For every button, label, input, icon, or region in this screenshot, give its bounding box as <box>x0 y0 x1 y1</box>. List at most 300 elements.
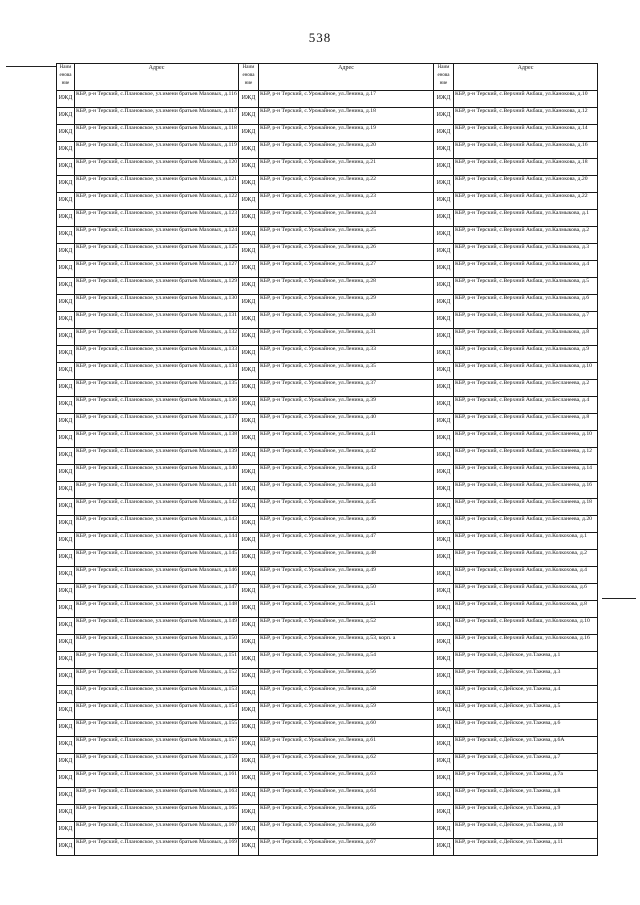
object-type-cell: ИЖД <box>434 108 454 125</box>
table-row <box>57 601 598 618</box>
table-row <box>57 703 598 720</box>
object-type-cell: ИЖД <box>57 584 75 601</box>
table-header-row <box>57 64 598 91</box>
table-row <box>57 499 598 516</box>
address-cell: КБР, р-н Терский, с.Верхний Акбаш, ул.Калмыкова, д.4 <box>454 261 598 278</box>
address-cell: КБР, р-н Терский, с.Плановское, ул.имени братьев Маховых, д.135 <box>75 380 239 397</box>
object-type-cell: ИЖД <box>434 499 454 516</box>
object-type-cell: ИЖД <box>57 618 75 635</box>
object-type-cell: ИЖД <box>57 125 75 142</box>
table-row <box>57 312 598 329</box>
address-cell: КБР, р-н Терский, с.Верхний Акбаш, ул.Колкохова, д.6 <box>454 584 598 601</box>
object-type-cell: ИЖД <box>239 686 259 703</box>
table-row <box>57 737 598 754</box>
object-type-cell: ИЖД <box>434 261 454 278</box>
table-row <box>57 720 598 737</box>
object-type-cell: ИЖД <box>434 227 454 244</box>
object-type-cell: ИЖД <box>57 652 75 669</box>
address-cell: КБР, р-н Терский, с.Верхний Акбаш, ул.Калмыкова, д.6 <box>454 295 598 312</box>
address-cell: КБР, р-н Терский, с.Верхний Акбаш, ул.Канокова, д.18 <box>454 159 598 176</box>
object-type-cell: ИЖД <box>239 431 259 448</box>
table-row <box>57 431 598 448</box>
object-type-cell: ИЖД <box>239 244 259 261</box>
header-address-col: Адрес <box>75 64 239 91</box>
table-row <box>57 822 598 839</box>
object-type-cell: ИЖД <box>434 482 454 499</box>
object-type-cell: ИЖД <box>57 91 75 108</box>
address-cell: КБР, р-н Терский, с.Верхний Акбаш, ул.Калмыкова, д.9 <box>454 346 598 363</box>
object-type-cell: ИЖД <box>239 227 259 244</box>
object-type-cell: ИЖД <box>239 261 259 278</box>
object-type-cell: ИЖД <box>434 618 454 635</box>
address-cell: КБР, р-н Терский, с.Дейское, ул.Тажева, д.5 <box>454 703 598 720</box>
object-type-cell: ИЖД <box>239 550 259 567</box>
address-cell: КБР, р-н Терский, с.Урожайное, ул.Ленина, д.40 <box>259 414 434 431</box>
table-row <box>57 567 598 584</box>
address-cell: КБР, р-н Терский, с.Урожайное, ул.Ленина, д.24 <box>259 210 434 227</box>
address-cell: КБР, р-н Терский, с.Плановское, ул.имени братьев Маховых, д.149 <box>75 618 239 635</box>
object-type-cell: ИЖД <box>239 584 259 601</box>
object-type-cell: ИЖД <box>434 431 454 448</box>
address-cell: КБР, р-н Терский, с.Плановское, ул.имени братьев Маховых, д.122 <box>75 193 239 210</box>
address-cell: КБР, р-н Терский, с.Верхний Акбаш, ул.Канокова, д.22 <box>454 193 598 210</box>
table-row <box>57 91 598 108</box>
object-type-cell: ИЖД <box>434 652 454 669</box>
object-type-cell: ИЖД <box>57 550 75 567</box>
address-cell: КБР, р-н Терский, с.Плановское, ул.имени братьев Маховых, д.133 <box>75 346 239 363</box>
address-cell: КБР, р-н Терский, с.Урожайное, ул.Ленина, д.35 <box>259 363 434 380</box>
address-cell: КБР, р-н Терский, с.Плановское, ул.имени братьев Маховых, д.145 <box>75 550 239 567</box>
object-type-cell: ИЖД <box>239 329 259 346</box>
object-type-cell: ИЖД <box>239 805 259 822</box>
object-type-cell: ИЖД <box>434 244 454 261</box>
object-type-cell: ИЖД <box>57 839 75 856</box>
object-type-cell: ИЖД <box>434 176 454 193</box>
address-cell: КБР, р-н Терский, с.Плановское, ул.имени братьев Маховых, д.146 <box>75 567 239 584</box>
object-type-cell: ИЖД <box>57 431 75 448</box>
object-type-cell: ИЖД <box>239 176 259 193</box>
address-cell: КБР, р-н Терский, с.Плановское, ул.имени братьев Маховых, д.147 <box>75 584 239 601</box>
object-type-cell: ИЖД <box>434 822 454 839</box>
address-cell: КБР, р-н Терский, с.Урожайное, ул.Ленина, д.42 <box>259 448 434 465</box>
address-cell: КБР, р-н Терский, с.Верхний Акбаш, ул.Бесланеева, д.8 <box>454 414 598 431</box>
object-type-cell: ИЖД <box>57 329 75 346</box>
address-cell: КБР, р-н Терский, с.Плановское, ул.имени братьев Маховых, д.132 <box>75 329 239 346</box>
object-type-cell: ИЖД <box>239 91 259 108</box>
address-cell: КБР, р-н Терский, с.Урожайное, ул.Ленина, д.22 <box>259 176 434 193</box>
address-cell: КБР, р-н Терский, с.Верхний Акбаш, ул.Бесланеева, д.12 <box>454 448 598 465</box>
table-row <box>57 652 598 669</box>
object-type-cell: ИЖД <box>239 652 259 669</box>
address-cell: КБР, р-н Терский, с.Плановское, ул.имени братьев Маховых, д.163 <box>75 788 239 805</box>
object-type-cell: ИЖД <box>57 669 75 686</box>
object-type-cell: ИЖД <box>434 839 454 856</box>
object-type-cell: ИЖД <box>434 550 454 567</box>
address-cell: КБР, р-н Терский, с.Верхний Акбаш, ул.Калмыкова, д.10 <box>454 363 598 380</box>
address-cell: КБР, р-н Терский, с.Плановское, ул.имени братьев Маховых, д.159 <box>75 754 239 771</box>
object-type-cell: ИЖД <box>57 601 75 618</box>
object-type-cell: ИЖД <box>57 142 75 159</box>
scan-line-left <box>6 66 56 67</box>
object-type-cell: ИЖД <box>57 499 75 516</box>
object-type-cell: ИЖД <box>239 635 259 652</box>
object-type-cell: ИЖД <box>239 295 259 312</box>
object-type-cell: ИЖД <box>57 737 75 754</box>
address-cell: КБР, р-н Терский, с.Верхний Акбаш, ул.Канокова, д.16 <box>454 142 598 159</box>
object-type-cell: ИЖД <box>239 278 259 295</box>
object-type-cell: ИЖД <box>434 329 454 346</box>
address-cell: КБР, р-н Терский, с.Урожайное, ул.Ленина, д.52 <box>259 618 434 635</box>
object-type-cell: ИЖД <box>434 380 454 397</box>
object-type-cell: ИЖД <box>239 346 259 363</box>
address-cell: КБР, р-н Терский, с.Плановское, ул.имени братьев Маховых, д.140 <box>75 465 239 482</box>
object-type-cell: ИЖД <box>57 380 75 397</box>
address-cell: КБР, р-н Терский, с.Урожайное, ул.Ленина, д.61 <box>259 737 434 754</box>
table-row <box>57 159 598 176</box>
address-cell: КБР, р-н Терский, с.Плановское, ул.имени братьев Маховых, д.130 <box>75 295 239 312</box>
object-type-cell: ИЖД <box>239 771 259 788</box>
object-type-cell: ИЖД <box>239 703 259 720</box>
object-type-cell: ИЖД <box>434 516 454 533</box>
object-type-cell: ИЖД <box>239 601 259 618</box>
object-type-cell: ИЖД <box>57 108 75 125</box>
object-type-cell: ИЖД <box>434 448 454 465</box>
object-type-cell: ИЖД <box>434 771 454 788</box>
object-type-cell: ИЖД <box>57 159 75 176</box>
object-type-cell: ИЖД <box>434 295 454 312</box>
address-cell: КБР, р-н Терский, с.Дейское, ул.Тажева, д.7 <box>454 754 598 771</box>
address-cell: КБР, р-н Терский, с.Плановское, ул.имени братьев Маховых, д.153 <box>75 686 239 703</box>
table-row <box>57 584 598 601</box>
table-row <box>57 533 598 550</box>
object-type-cell: ИЖД <box>239 618 259 635</box>
object-type-cell: ИЖД <box>434 601 454 618</box>
object-type-cell: ИЖД <box>239 720 259 737</box>
object-type-cell: ИЖД <box>57 176 75 193</box>
object-type-cell: ИЖД <box>239 363 259 380</box>
address-cell: КБР, р-н Терский, с.Плановское, ул.имени братьев Маховых, д.167 <box>75 822 239 839</box>
table-row <box>57 210 598 227</box>
object-type-cell: ИЖД <box>57 414 75 431</box>
address-cell: КБР, р-н Терский, с.Дейское, ул.Тажева, д.6 <box>454 720 598 737</box>
address-cell: КБР, р-н Терский, с.Урожайное, ул.Ленина, д.47 <box>259 533 434 550</box>
object-type-cell: ИЖД <box>434 788 454 805</box>
table-row <box>57 635 598 652</box>
address-cell: КБР, р-н Терский, с.Плановское, ул.имени братьев Маховых, д.142 <box>75 499 239 516</box>
address-cell: КБР, р-н Терский, с.Верхний Акбаш, ул.Бесланеева, д.18 <box>454 499 598 516</box>
table-row <box>57 227 598 244</box>
address-cell: КБР, р-н Терский, с.Урожайное, ул.Ленина, д.33 <box>259 346 434 363</box>
table-row <box>57 108 598 125</box>
object-type-cell: ИЖД <box>57 822 75 839</box>
address-cell: КБР, р-н Терский, с.Плановское, ул.имени братьев Маховых, д.155 <box>75 720 239 737</box>
object-type-cell: ИЖД <box>239 159 259 176</box>
address-cell: КБР, р-н Терский, с.Урожайное, ул.Ленина, д.67 <box>259 839 434 856</box>
object-type-cell: ИЖД <box>57 278 75 295</box>
address-cell: КБР, р-н Терский, с.Плановское, ул.имени братьев Маховых, д.143 <box>75 516 239 533</box>
address-cell: КБР, р-н Терский, с.Урожайное, ул.Ленина, д.27 <box>259 261 434 278</box>
address-cell: КБР, р-н Терский, с.Урожайное, ул.Ленина, д.51 <box>259 601 434 618</box>
object-type-cell: ИЖД <box>57 261 75 278</box>
table-row <box>57 482 598 499</box>
address-cell: КБР, р-н Терский, с.Дейское, ул.Тажева, д.10 <box>454 822 598 839</box>
address-cell: КБР, р-н Терский, с.Урожайное, ул.Ленина, д.37 <box>259 380 434 397</box>
object-type-cell: ИЖД <box>239 516 259 533</box>
table-row <box>57 142 598 159</box>
address-cell: КБР, р-н Терский, с.Урожайное, ул.Ленина, д.30 <box>259 312 434 329</box>
address-cell: КБР, р-н Терский, с.Урожайное, ул.Ленина, д.18 <box>259 108 434 125</box>
header-address-col: Адрес <box>259 64 434 91</box>
object-type-cell: ИЖД <box>239 567 259 584</box>
table-row <box>57 329 598 346</box>
address-cell: КБР, р-н Терский, с.Урожайное, ул.Ленина, д.53, корп. а <box>259 635 434 652</box>
address-cell: КБР, р-н Терский, с.Верхний Акбаш, ул.Бесланеева, д.10 <box>454 431 598 448</box>
object-type-cell: ИЖД <box>57 635 75 652</box>
address-cell: КБР, р-н Терский, с.Верхний Акбаш, ул.Канокова, д.20 <box>454 176 598 193</box>
address-cell: КБР, р-н Терский, с.Плановское, ул.имени братьев Маховых, д.144 <box>75 533 239 550</box>
address-cell: КБР, р-н Терский, с.Верхний Акбаш, ул.Калмыкова, д.7 <box>454 312 598 329</box>
scan-line-right <box>602 598 636 599</box>
address-cell: КБР, р-н Терский, с.Урожайное, ул.Ленина, д.45 <box>259 499 434 516</box>
object-type-cell: ИЖД <box>57 533 75 550</box>
table-row <box>57 193 598 210</box>
address-cell: КБР, р-н Терский, с.Плановское, ул.имени братьев Маховых, д.165 <box>75 805 239 822</box>
object-type-cell: ИЖД <box>239 312 259 329</box>
address-cell: КБР, р-н Терский, с.Плановское, ул.имени братьев Маховых, д.123 <box>75 210 239 227</box>
header-name-col: Наим енова ние <box>57 64 75 91</box>
address-cell: КБР, р-н Терский, с.Плановское, ул.имени братьев Маховых, д.125 <box>75 244 239 261</box>
table-row <box>57 550 598 567</box>
address-cell: КБР, р-н Терский, с.Дейское, ул.Тажева, д.7а <box>454 771 598 788</box>
object-type-cell: ИЖД <box>434 567 454 584</box>
table-row <box>57 669 598 686</box>
object-type-cell: ИЖД <box>239 499 259 516</box>
address-cell: КБР, р-н Терский, с.Плановское, ул.имени братьев Маховых, д.169 <box>75 839 239 856</box>
object-type-cell: ИЖД <box>57 244 75 261</box>
object-type-cell: ИЖД <box>239 482 259 499</box>
object-type-cell: ИЖД <box>434 414 454 431</box>
object-type-cell: ИЖД <box>434 363 454 380</box>
address-cell: КБР, р-н Терский, с.Верхний Акбаш, ул.Канокова, д.12 <box>454 108 598 125</box>
address-cell: КБР, р-н Терский, с.Плановское, ул.имени братьев Маховых, д.138 <box>75 431 239 448</box>
object-type-cell: ИЖД <box>57 771 75 788</box>
address-cell: КБР, р-н Терский, с.Верхний Акбаш, ул.Бесланеева, д.14 <box>454 465 598 482</box>
object-type-cell: ИЖД <box>57 227 75 244</box>
address-cell: КБР, р-н Терский, с.Верхний Акбаш, ул.Колкохова, д.8 <box>454 601 598 618</box>
object-type-cell: ИЖД <box>239 533 259 550</box>
table-row <box>57 771 598 788</box>
object-type-cell: ИЖД <box>434 533 454 550</box>
object-type-cell: ИЖД <box>434 312 454 329</box>
address-cell: КБР, р-н Терский, с.Верхний Акбаш, ул.Канокова, д.10 <box>454 91 598 108</box>
object-type-cell: ИЖД <box>239 125 259 142</box>
address-cell: КБР, р-н Терский, с.Плановское, ул.имени братьев Маховых, д.161 <box>75 771 239 788</box>
table-row <box>57 295 598 312</box>
address-cell: КБР, р-н Терский, с.Дейское, ул.Тажева, д.4 <box>454 686 598 703</box>
object-type-cell: ИЖД <box>434 159 454 176</box>
address-cell: КБР, р-н Терский, с.Дейское, ул.Тажева, д.6А <box>454 737 598 754</box>
table-row <box>57 805 598 822</box>
address-cell: КБР, р-н Терский, с.Верхний Акбаш, ул.Калмыкова, д.2 <box>454 227 598 244</box>
object-type-cell: ИЖД <box>434 686 454 703</box>
address-cell: КБР, р-н Терский, с.Урожайное, ул.Ленина, д.62 <box>259 754 434 771</box>
object-type-cell: ИЖД <box>434 720 454 737</box>
address-cell: КБР, р-н Терский, с.Верхний Акбаш, ул.Бесланеева, д.4 <box>454 397 598 414</box>
table-row <box>57 414 598 431</box>
table-row <box>57 244 598 261</box>
address-cell: КБР, р-н Терский, с.Плановское, ул.имени братьев Маховых, д.118 <box>75 125 239 142</box>
object-type-cell: ИЖД <box>239 193 259 210</box>
table-row <box>57 346 598 363</box>
object-type-cell: ИЖД <box>239 397 259 414</box>
address-cell: КБР, р-н Терский, с.Урожайное, ул.Ленина, д.23 <box>259 193 434 210</box>
address-cell: КБР, р-н Терский, с.Урожайное, ул.Ленина, д.31 <box>259 329 434 346</box>
object-type-cell: ИЖД <box>57 295 75 312</box>
address-cell: КБР, р-н Терский, с.Урожайное, ул.Ленина, д.59 <box>259 703 434 720</box>
address-cell: КБР, р-н Терский, с.Верхний Акбаш, ул.Бесланеева, д.2 <box>454 380 598 397</box>
address-cell: КБР, р-н Терский, с.Урожайное, ул.Ленина, д.19 <box>259 125 434 142</box>
object-type-cell: ИЖД <box>239 210 259 227</box>
page-number: 538 <box>308 30 332 45</box>
address-cell: КБР, р-н Терский, с.Дейское, ул.Тажева, д.11 <box>454 839 598 856</box>
object-type-cell: ИЖД <box>57 210 75 227</box>
address-cell: КБР, р-н Терский, с.Урожайное, ул.Ленина, д.64 <box>259 788 434 805</box>
object-type-cell: ИЖД <box>239 448 259 465</box>
object-type-cell: ИЖД <box>239 465 259 482</box>
object-type-cell: ИЖД <box>57 516 75 533</box>
table-row <box>57 176 598 193</box>
object-type-cell: ИЖД <box>239 108 259 125</box>
address-cell: КБР, р-н Терский, с.Дейское, ул.Тажева, д.1 <box>454 652 598 669</box>
object-type-cell: ИЖД <box>434 193 454 210</box>
object-type-cell: ИЖД <box>434 754 454 771</box>
address-cell: КБР, р-н Терский, с.Урожайное, ул.Ленина, д.17 <box>259 91 434 108</box>
object-type-cell: ИЖД <box>434 91 454 108</box>
address-cell: КБР, р-н Терский, с.Верхний Акбаш, ул.Калмыкова, д.1 <box>454 210 598 227</box>
object-type-cell: ИЖД <box>434 669 454 686</box>
object-type-cell: ИЖД <box>434 346 454 363</box>
object-type-cell: ИЖД <box>239 380 259 397</box>
object-type-cell: ИЖД <box>239 754 259 771</box>
address-cell: КБР, р-н Терский, с.Верхний Акбаш, ул.Колкохова, д.2 <box>454 550 598 567</box>
address-cell: КБР, р-н Терский, с.Верхний Акбаш, ул.Калмыкова, д.8 <box>454 329 598 346</box>
address-cell: КБР, р-н Терский, с.Дейское, ул.Тажева, д.3 <box>454 669 598 686</box>
address-cell: КБР, р-н Терский, с.Дейское, ул.Тажева, д.8 <box>454 788 598 805</box>
table-row <box>57 261 598 278</box>
address-cell: КБР, р-н Терский, с.Плановское, ул.имени братьев Маховых, д.120 <box>75 159 239 176</box>
address-cell: КБР, р-н Терский, с.Верхний Акбаш, ул.Калмыкова, д.5 <box>454 278 598 295</box>
address-cell: КБР, р-н Терский, с.Урожайное, ул.Ленина, д.56 <box>259 669 434 686</box>
address-cell: КБР, р-н Терский, с.Верхний Акбаш, ул.Бесланеева, д.20 <box>454 516 598 533</box>
table-row <box>57 516 598 533</box>
address-cell: КБР, р-н Терский, с.Урожайное, ул.Ленина, д.39 <box>259 397 434 414</box>
object-type-cell: ИЖД <box>57 686 75 703</box>
header-name-col: Наим енова ние <box>434 64 454 91</box>
address-cell: КБР, р-н Терский, с.Урожайное, ул.Ленина, д.48 <box>259 550 434 567</box>
object-type-cell: ИЖД <box>57 567 75 584</box>
object-type-cell: ИЖД <box>434 703 454 720</box>
object-type-cell: ИЖД <box>434 635 454 652</box>
address-cell: КБР, р-н Терский, с.Урожайное, ул.Ленина, д.66 <box>259 822 434 839</box>
object-type-cell: ИЖД <box>57 193 75 210</box>
object-type-cell: ИЖД <box>239 822 259 839</box>
address-cell: КБР, р-н Терский, с.Плановское, ул.имени братьев Маховых, д.139 <box>75 448 239 465</box>
table-row <box>57 839 598 856</box>
table-row <box>57 278 598 295</box>
table-row <box>57 380 598 397</box>
address-cell: КБР, р-н Терский, с.Урожайное, ул.Ленина, д.21 <box>259 159 434 176</box>
table-row <box>57 618 598 635</box>
address-cell: КБР, р-н Терский, с.Плановское, ул.имени братьев Маховых, д.127 <box>75 261 239 278</box>
address-cell: КБР, р-н Терский, с.Верхний Акбаш, ул.Колкохова, д.10 <box>454 618 598 635</box>
address-table <box>56 63 598 856</box>
table-row <box>57 465 598 482</box>
address-cell: КБР, р-н Терский, с.Плановское, ул.имени братьев Маховых, д.137 <box>75 414 239 431</box>
address-cell: КБР, р-н Терский, с.Плановское, ул.имени братьев Маховых, д.136 <box>75 397 239 414</box>
address-cell: КБР, р-н Терский, с.Верхний Акбаш, ул.Колкохова, д.1 <box>454 533 598 550</box>
address-cell: КБР, р-н Терский, с.Урожайное, ул.Ленина, д.28 <box>259 278 434 295</box>
object-type-cell: ИЖД <box>434 584 454 601</box>
address-cell: КБР, р-н Терский, с.Плановское, ул.имени братьев Маховых, д.134 <box>75 363 239 380</box>
address-cell: КБР, р-н Терский, с.Плановское, ул.имени братьев Маховых, д.141 <box>75 482 239 499</box>
object-type-cell: ИЖД <box>239 737 259 754</box>
object-type-cell: ИЖД <box>434 737 454 754</box>
header-address-col: Адрес <box>454 64 598 91</box>
address-cell: КБР, р-н Терский, с.Урожайное, ул.Ленина, д.46 <box>259 516 434 533</box>
address-cell: КБР, р-н Терский, с.Плановское, ул.имени братьев Маховых, д.124 <box>75 227 239 244</box>
address-cell: КБР, р-н Терский, с.Плановское, ул.имени братьев Маховых, д.150 <box>75 635 239 652</box>
table-row <box>57 125 598 142</box>
address-cell: КБР, р-н Терский, с.Плановское, ул.имени братьев Маховых, д.116 <box>75 91 239 108</box>
object-type-cell: ИЖД <box>239 839 259 856</box>
header-name-col: Наим енова ние <box>239 64 259 91</box>
address-cell: КБР, р-н Терский, с.Урожайное, ул.Ленина, д.41 <box>259 431 434 448</box>
object-type-cell: ИЖД <box>57 346 75 363</box>
object-type-cell: ИЖД <box>57 805 75 822</box>
address-cell: КБР, р-н Терский, с.Плановское, ул.имени братьев Маховых, д.148 <box>75 601 239 618</box>
table-row <box>57 363 598 380</box>
address-cell: КБР, р-н Терский, с.Дейское, ул.Тажева, д.9 <box>454 805 598 822</box>
object-type-cell: ИЖД <box>434 465 454 482</box>
address-cell: КБР, р-н Терский, с.Плановское, ул.имени братьев Маховых, д.152 <box>75 669 239 686</box>
address-cell: КБР, р-н Терский, с.Верхний Акбаш, ул.Канокова, д.14 <box>454 125 598 142</box>
object-type-cell: ИЖД <box>434 142 454 159</box>
address-cell: КБР, р-н Терский, с.Плановское, ул.имени братьев Маховых, д.151 <box>75 652 239 669</box>
object-type-cell: ИЖД <box>57 465 75 482</box>
object-type-cell: ИЖД <box>57 448 75 465</box>
address-cell: КБР, р-н Терский, с.Урожайное, ул.Ленина, д.58 <box>259 686 434 703</box>
address-cell: КБР, р-н Терский, с.Урожайное, ул.Ленина, д.29 <box>259 295 434 312</box>
object-type-cell: ИЖД <box>57 363 75 380</box>
address-cell: КБР, р-н Терский, с.Плановское, ул.имени братьев Маховых, д.117 <box>75 108 239 125</box>
address-cell: КБР, р-н Терский, с.Верхний Акбаш, ул.Колкохова, д.4 <box>454 567 598 584</box>
address-cell: КБР, р-н Терский, с.Верхний Акбаш, ул.Колкохова, д.16 <box>454 635 598 652</box>
object-type-cell: ИЖД <box>57 312 75 329</box>
address-cell: КБР, р-н Терский, с.Урожайное, ул.Ленина, д.43 <box>259 465 434 482</box>
object-type-cell: ИЖД <box>434 278 454 295</box>
address-cell: КБР, р-н Терский, с.Урожайное, ул.Ленина, д.26 <box>259 244 434 261</box>
object-type-cell: ИЖД <box>57 720 75 737</box>
table-row <box>57 448 598 465</box>
object-type-cell: ИЖД <box>239 414 259 431</box>
object-type-cell: ИЖД <box>57 788 75 805</box>
address-cell: КБР, р-н Терский, с.Урожайное, ул.Ленина, д.49 <box>259 567 434 584</box>
table-row <box>57 397 598 414</box>
table-row <box>57 788 598 805</box>
object-type-cell: ИЖД <box>239 142 259 159</box>
address-cell: КБР, р-н Терский, с.Плановское, ул.имени братьев Маховых, д.157 <box>75 737 239 754</box>
object-type-cell: ИЖД <box>434 125 454 142</box>
